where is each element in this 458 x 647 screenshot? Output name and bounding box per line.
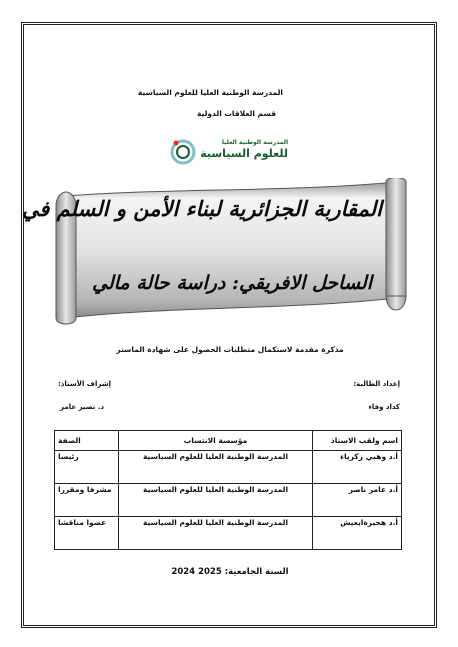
jury-member-name: أ.د وهبي زكرياء <box>313 451 402 484</box>
jury-member-role: رئيسا <box>55 451 119 484</box>
jury-member-name: أ.د هجيرةايعيش <box>313 517 402 550</box>
student-name: كداد وفاء <box>368 403 400 411</box>
header-role: الصفة <box>55 431 119 451</box>
jury-member-institution: المدرسة الوطنية العليا للعلوم السياسية <box>118 484 313 517</box>
logo-big-text: للعلوم السياسية <box>200 146 288 160</box>
logo-text <box>196 139 288 161</box>
supervisor-label: إشراف الأستاذ: <box>58 380 111 388</box>
jury-member-role: مشرفا ومقررا <box>55 484 119 517</box>
supervisor-name: د. نصير عامر <box>60 403 104 411</box>
jury-header-row <box>55 431 402 451</box>
jury-member-name: أ.د عامر ناصر <box>313 484 402 517</box>
jury-member-role: عضوا مناقشا <box>55 517 119 550</box>
institution-name: المدرسة الوطنية العليا للعلوم السياسية <box>137 88 283 97</box>
thesis-title-line-1: المقاربة الجزائرية لبناء الأمن و السلم في <box>21 196 382 221</box>
jury-member-institution: المدرسة الوطنية العليا للعلوم السياسية <box>118 451 313 484</box>
header-institution: مؤسسة الانتساب <box>118 431 313 451</box>
thesis-subtitle: مذكرة مقدمة لاستكمال متطلبات الحصول على شهادة الماستر <box>116 345 344 354</box>
school-logo <box>170 135 288 171</box>
jury-member-institution: المدرسة الوطنية العليا للعلوم السياسية <box>118 517 313 550</box>
header-name: اسم ولقب الاستاذ <box>313 431 402 451</box>
logo-emblem-icon <box>170 135 196 169</box>
table-row <box>55 451 402 484</box>
department-name: قسم العلاقات الدولية <box>196 109 276 118</box>
table-row <box>55 484 402 517</box>
logo-small-text: المدرسة الوطنية العليا <box>221 139 288 146</box>
thesis-title-line-2: الساحل الافريقي: دراسة حالة مالي <box>92 272 372 294</box>
jury-table <box>54 430 402 550</box>
table-row <box>55 517 402 550</box>
prepared-by-label: إعداد الطالبة: <box>353 380 400 388</box>
academic-year: السنة الجامعية: 2025 2024 <box>171 567 289 577</box>
